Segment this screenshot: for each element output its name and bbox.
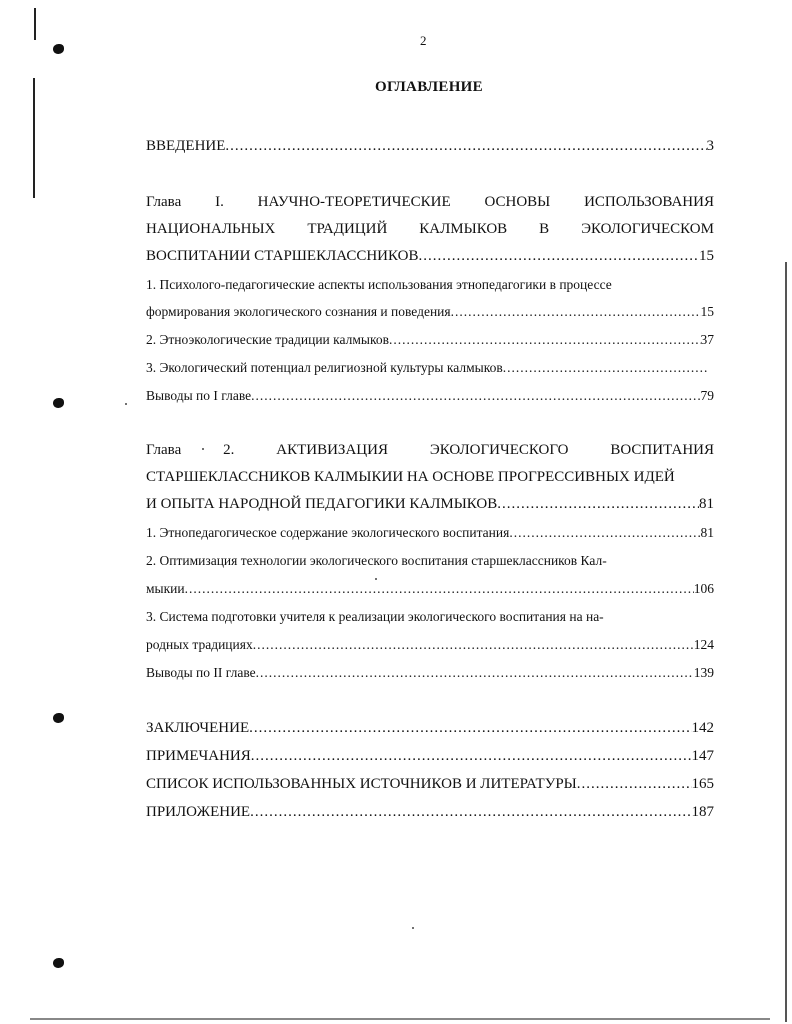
- toc-page-number: 124: [693, 637, 714, 652]
- chapter-2-heading-line-2: [146, 467, 714, 487]
- toc-page-number: 37: [700, 332, 714, 347]
- leader-dots: [497, 494, 699, 514]
- toc-section-1-2: [146, 330, 714, 350]
- toc-entry-label: Выводы по I главе: [146, 388, 252, 403]
- leader-dots: [253, 635, 694, 655]
- heading-word: АКТИВИЗАЦИЯ: [276, 442, 388, 458]
- toc-page-number: 15: [699, 248, 714, 264]
- toc-entry-appendix: [146, 802, 714, 822]
- punch-hole-mark: [53, 398, 64, 408]
- toc-page-number: 106: [693, 581, 714, 596]
- toc-page-number: 81: [700, 525, 714, 540]
- chapter-1-heading-line-1: [146, 192, 714, 212]
- toc-section-2-2-line-2: [146, 579, 714, 599]
- chapter-2-heading-line-3: [146, 494, 714, 514]
- leader-dots: [185, 579, 694, 599]
- toc-entry-intro: [146, 136, 714, 156]
- toc-section-2-2-line-1: [146, 551, 714, 571]
- toc-entry-label: ПРИЛОЖЕНИЕ: [146, 804, 251, 820]
- heading-word: ЭКОЛОГИЧЕСКОГО: [429, 442, 569, 458]
- heading-word: I.: [215, 194, 224, 210]
- toc-entry-label: 1. Психолого-педагогические аспекты использования этнопедагогики в процессе: [146, 277, 612, 292]
- toc-entry-label: мыкии: [146, 581, 185, 596]
- heading-word: Глава: [146, 194, 182, 210]
- chapter-1-heading-line-3: [146, 246, 714, 266]
- punch-hole-mark: [53, 44, 64, 54]
- scan-speck: [412, 927, 414, 929]
- leader-dots: [503, 358, 708, 378]
- heading-word: Глава: [146, 442, 182, 458]
- heading-word: КАЛМЫКОВ: [419, 221, 508, 237]
- leader-dots: [451, 302, 701, 322]
- toc-page-number: 142: [691, 720, 714, 736]
- toc-chapter-1-conclusions: [146, 386, 714, 406]
- leader-dots: [251, 746, 692, 766]
- toc-chapter-2-conclusions: [146, 663, 714, 683]
- heading-word: ИСПОЛЬЗОВАНИЯ: [584, 194, 714, 210]
- toc-entry-label: 1. Этнопедагогическое содержание экологического воспитания: [146, 525, 510, 540]
- chapter-2-heading-line-1: [146, 440, 714, 460]
- page-title: ОГЛАВЛЕНИЕ: [375, 79, 483, 95]
- toc-entry-label: СТАРШЕКЛАССНИКОВ КАЛМЫКИИ НА ОСНОВЕ ПРОГРЕССИВНЫХ ИДЕЙ: [146, 469, 675, 485]
- toc-page-number: 15: [700, 304, 714, 319]
- heading-word: ЭКОЛОГИЧЕСКОМ: [581, 221, 714, 237]
- toc-entry-conclusion: [146, 718, 714, 738]
- toc-page-number: 147: [691, 748, 714, 764]
- heading-word: В: [539, 221, 550, 237]
- toc-entry-label: Выводы по II главе: [146, 665, 256, 680]
- toc-page-number: 81: [699, 496, 714, 512]
- toc-entry-label: 2. Оптимизация технологии экологического воспитания старшеклассников Кал-: [146, 553, 607, 568]
- toc-entry-label: ЗАКЛЮЧЕНИЕ: [146, 720, 250, 736]
- toc-page-number: 187: [691, 804, 714, 820]
- scan-speck: [125, 403, 127, 405]
- toc-entry-label: 3. Экологический потенциал религиозной культуры калмыков: [146, 360, 503, 375]
- toc-section-2-1: [146, 523, 714, 543]
- toc-entry-label: 2. Этноэкологические традиции калмыков: [146, 332, 389, 347]
- scan-edge-line: [34, 8, 36, 40]
- heading-word: ОСНОВЫ: [484, 194, 551, 210]
- leader-dots: [256, 663, 694, 683]
- toc-entry-label: СПИСОК ИСПОЛЬЗОВАННЫХ ИСТОЧНИКОВ И ЛИТЕРАТУРЫ: [146, 776, 577, 792]
- heading-word: НАУЧНО-ТЕОРЕТИЧЕСКИЕ: [257, 194, 451, 210]
- leader-dots: [509, 523, 700, 543]
- scan-edge-line: [785, 262, 787, 1022]
- chapter-1-heading-line-2: [146, 219, 714, 239]
- toc-page-number: 79: [700, 388, 714, 403]
- toc-entry-references: [146, 774, 714, 794]
- toc-section-1-3: [146, 358, 708, 378]
- toc-page-number: 3: [706, 138, 714, 154]
- scan-edge-line: [30, 1018, 770, 1020]
- leader-dots: [250, 802, 691, 822]
- leader-dots: [225, 136, 706, 156]
- heading-word: ТРАДИЦИЙ: [307, 221, 388, 237]
- page-number: 2: [420, 33, 427, 48]
- toc-section-2-3-line-1: [146, 607, 714, 627]
- toc-section-2-3-line-2: [146, 635, 714, 655]
- punch-hole-mark: [53, 958, 64, 968]
- leader-dots: [249, 718, 691, 738]
- toc-entry-notes: [146, 746, 714, 766]
- leader-dots: [418, 246, 699, 266]
- toc-entry-label: ПРИМЕЧАНИЯ: [146, 748, 251, 764]
- leader-dots: [389, 330, 701, 350]
- toc-entry-label: ВОСПИТАНИИ СТАРШЕКЛАССНИКОВ: [146, 248, 419, 264]
- heading-word: НАЦИОНАЛЬНЫХ: [146, 221, 276, 237]
- toc-entry-label: И ОПЫТА НАРОДНОЙ ПЕДАГОГИКИ КАЛМЫКОВ: [146, 496, 498, 512]
- toc-entry-label: 3. Система подготовки учителя к реализации экологического воспитания на на-: [146, 609, 604, 624]
- toc-section-1-1-line-2: [146, 302, 714, 322]
- scan-edge-line: [33, 78, 35, 198]
- heading-word: ВОСПИТАНИЯ: [610, 442, 714, 458]
- toc-page-number: 165: [691, 776, 714, 792]
- heading-word: 2.: [223, 442, 235, 458]
- toc-section-1-1-line-1: [146, 275, 714, 295]
- toc-entry-label: формирования экологического сознания и поведения: [146, 304, 451, 319]
- toc-entry-label: ВВЕДЕНИЕ: [146, 138, 226, 154]
- leader-dots: [251, 386, 700, 406]
- toc-page-number: 139: [693, 665, 714, 680]
- punch-hole-mark: [53, 713, 64, 723]
- toc-entry-label: родных традициях: [146, 637, 253, 652]
- leader-dots: [577, 774, 692, 794]
